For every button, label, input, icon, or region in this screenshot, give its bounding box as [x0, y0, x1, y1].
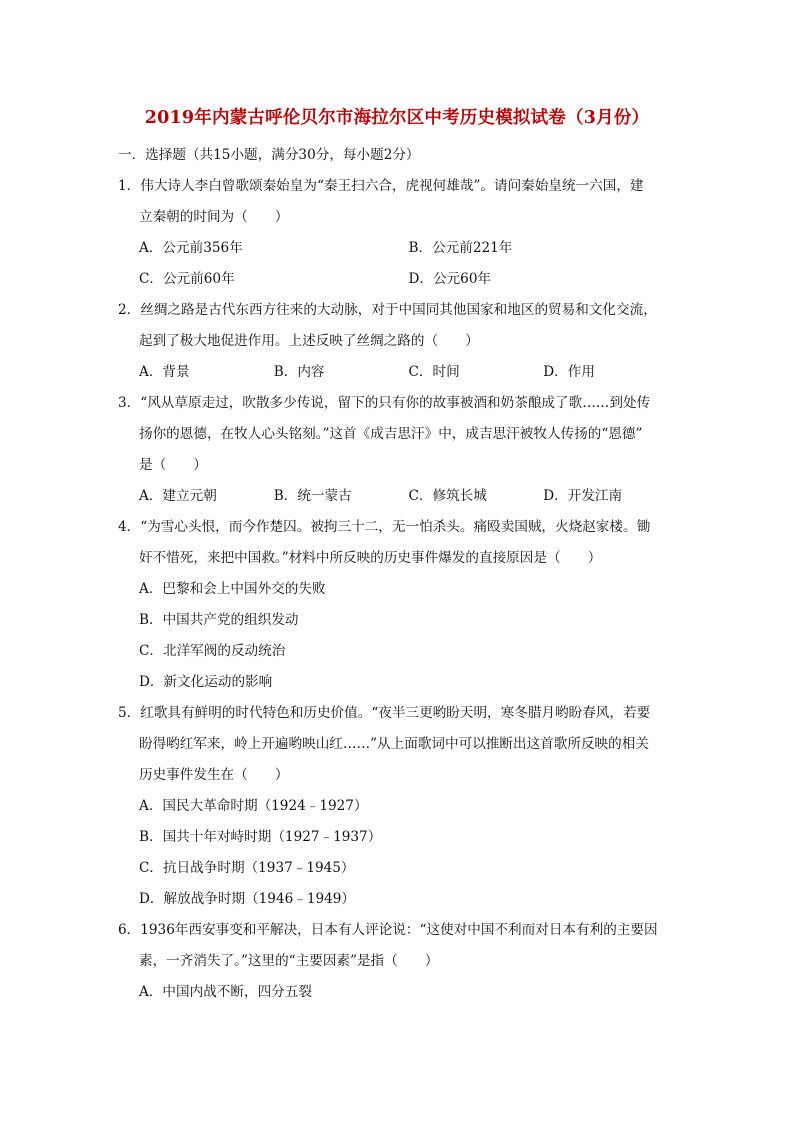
question-5-option-c[interactable]: C．抗日战争时期（1937﹣1945） [139, 860, 355, 876]
question-1-text-line-1: 1．伟大诗人李白曾歌颂秦始皇为“秦王扫六合，虎视何雄哉”。请问秦始皇统一六国，建 [118, 178, 644, 194]
question-3-option-d[interactable]: D．开发江南 [543, 488, 623, 504]
question-3-option-a[interactable]: A．建立元朝 [139, 488, 217, 504]
question-1-options-row-1 [118, 233, 678, 264]
exam-content [118, 140, 678, 1008]
question-1-option-b[interactable]: B．公元前221年 [408, 240, 513, 256]
question-3-text-line-3: 是（ ） [139, 457, 207, 473]
question-2-text-line-1: 2．丝绸之路是古代东西方往来的大动脉，对于中国同其他国家和地区的贸易和文化交流， [118, 302, 657, 318]
question-4-option-c[interactable]: C．北洋军阀的反动统治 [139, 643, 286, 659]
question-3-option-c[interactable]: C．修筑长城 [408, 488, 487, 504]
question-2-text-line-2: 起到了极大地促进作用。上述反映了丝绸之路的（ ） [139, 333, 479, 349]
question-5-text-line-3: 历史事件发生在（ ） [139, 767, 289, 783]
question-1-options-row-2 [118, 264, 678, 295]
question-4-option-b[interactable]: B．中国共产党的组织发动 [139, 612, 299, 628]
question-2-option-d[interactable]: D．作用 [543, 364, 595, 380]
question-1-option-d[interactable]: D．公元60年 [408, 271, 492, 287]
question-2-option-a[interactable]: A．背景 [139, 364, 190, 380]
question-3-options [118, 481, 678, 512]
question-2-options [118, 357, 678, 388]
question-5-text-line-1: 5．红歌具有鲜明的时代特色和历史价值。“夜半三更哟盼天明，寒冬腊月哟盼春风，若要 [118, 705, 651, 721]
question-1 [118, 171, 678, 295]
question-3-option-b[interactable]: B．统一蒙古 [273, 488, 352, 504]
question-4-text-line-1: 4．“为雪心头恨，而今作楚囚。被拘三十二，无一怕杀头。痛殴卖国贼，火烧赵家楼。锄 [118, 519, 651, 535]
question-6-text-line-2: 素，一齐消失了。”这里的“主要因素”是指（ ） [139, 953, 439, 969]
section-heading: 一．选择题（共15小题，满分30分，每小题2分） [118, 147, 420, 163]
question-2-option-c[interactable]: C．时间 [408, 364, 460, 380]
question-4-text-line-2: 奸不惜死，来把中国救。”材料中所反映的历史事件爆发的直接原因是（ ） [139, 550, 602, 566]
question-5-option-b[interactable]: B．国共十年对峙时期（1927﹣1937） [139, 829, 382, 845]
question-1-option-c[interactable]: C．公元前60年 [139, 271, 235, 287]
question-2-option-b[interactable]: B．内容 [273, 364, 325, 380]
question-3-text-line-2: 扬你的恩德，在牧人心头铭刻。”这首《成吉思汗》中，成吉思汗被牧人传扬的“恩德” [139, 426, 643, 442]
question-4-option-a[interactable]: A．巴黎和会上中国外交的失败 [139, 581, 326, 597]
question-5-option-d[interactable]: D．解放战争时期（1946﹣1949） [139, 891, 356, 907]
question-3 [118, 388, 678, 512]
question-4-option-d[interactable]: D．新文化运动的影响 [139, 674, 273, 690]
question-5 [118, 698, 678, 915]
question-5-option-a[interactable]: A．国民大革命时期（1924﹣1927） [139, 798, 368, 814]
question-6-text-line-1: 6．1936年西安事变和平解决，日本有人评论说：“这使对中国不利而对日本有利的主要因 [118, 922, 658, 938]
question-1-option-a[interactable]: A．公元前356年 [139, 240, 243, 256]
question-5-text-line-2: 盼得哟红军来，岭上开遍哟映山红……”从上面歌词中可以推断出这首歌所反映的相关 [139, 736, 649, 752]
question-6 [118, 915, 678, 1008]
exam-title: 2019年内蒙古呼伦贝尔市海拉尔区中考历史模拟试卷（3月份） [144, 108, 650, 128]
question-2 [118, 295, 678, 388]
question-3-text-line-1: 3．“风从草原走过，吹散多少传说，留下的只有你的故事被酒和奶茶酿成了歌……到处传 [118, 395, 651, 411]
question-6-option-a[interactable]: A．中国内战不断，四分五裂 [139, 984, 312, 1000]
question-1-text-line-2: 立秦朝的时间为（ ） [139, 209, 289, 225]
question-4 [118, 512, 678, 698]
